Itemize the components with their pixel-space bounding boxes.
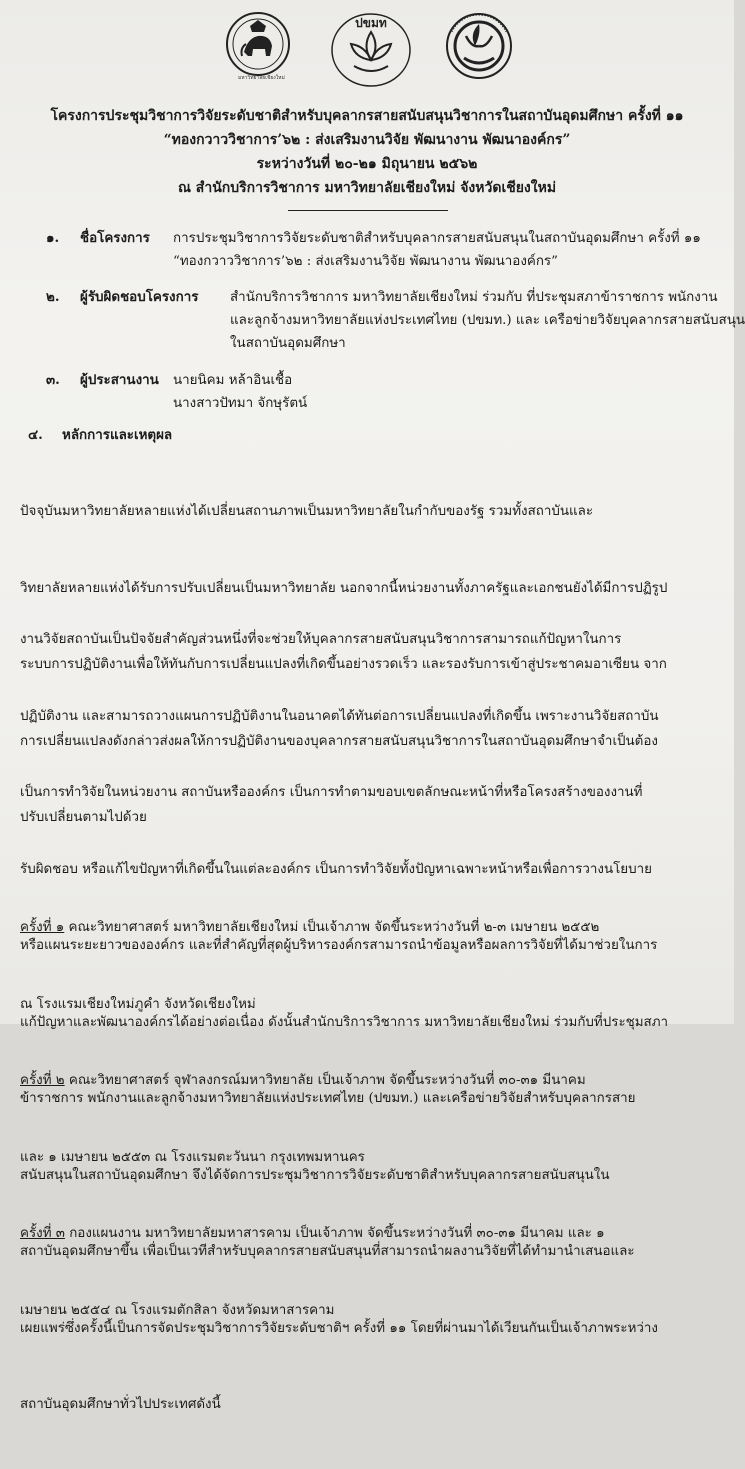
event-text: กองแผนงาน มหาวิทยาลัยมหาสารคาม เป็นเจ้าภาพ จัดขึ้นระหว่างวันที่ ๓๐-๓๑ มีนาคม และ ๑ <box>64 1226 605 1241</box>
paragraph-line: งานวิจัยสถาบันเป็นปัจจัยสำคัญส่วนหนึ่งที่จะช่วยให้บุคลากรสายสนับสนุนวิชาการสามารถแก้ปัญหาในการ <box>20 632 622 647</box>
paragraph-line: วิทยาลัยหลายแห่งได้รับการปรับเปลี่ยนเป็นมหาวิทยาลัย นอกจากนี้หน่วยงานทั้งภาครัฐและเอกชนยังได้มีการปฏิรูป <box>20 580 668 596</box>
event-item <box>20 1068 716 1094</box>
paragraph-line: ปฏิบัติงาน และสามารถวางแผนการปฏิบัติงานในอนาคตได้ทันต่อการเปลี่ยนแปลงที่เกิดขึ้น เพราะงานวิจัยสถาบัน <box>20 708 659 724</box>
paragraph-line: เป็นการทำวิจัยในหน่วยงาน สถาบันหรือองค์กร เป็นการทำตามขอบเขตลักษณะหน้าที่หรือโครงสร้างของงานที่ <box>20 785 643 800</box>
event-text: คณะวิทยาศาสตร์ จุฬาลงกรณ์มหาวิทยาลัย เป็นเจ้าภาพ จัดขึ้นระหว่างวันที่ ๓๐-๓๑ มีนาคม <box>64 1073 586 1088</box>
paragraph-line: เผยแพร่ซึ่งครั้งนี้เป็นการจัดประชุมวิชาการวิจัยระดับชาติฯ ครั้งที่ ๑๑ โดยที่ผ่านมาได้เวียนกันเป็นเจ้าภาพระหว่าง <box>20 1320 658 1336</box>
section-project-name <box>46 227 726 273</box>
paragraph-line: สถาบันอุดมศึกษาขึ้น เพื่อเป็นเวทีสำหรับบุคลากรสายสนับสนุนที่สามารถนำผลงานวิจัยที่ได้ทำมานำเสนอและ <box>20 1244 635 1259</box>
paragraph-line: รับผิดชอบ หรือแก้ไขปัญหาที่เกิดขึ้นในแต่ละองค์กร เป็นการทำวิจัยทั้งปัญหาเฉพาะหน้าหรือเพื่อการวางนโยบาย <box>20 861 653 877</box>
paragraph-line: ข้าราชการ พนักงานและลูกจ้างมหาวิทยาลัยแห่งประเทศไทย (ปขมท.) และเครือข่ายวิจัยสำหรับบุคลากรสาย <box>20 1091 636 1106</box>
event-text-continued: และ ๑ เมษายน ๒๕๕๓ ณ โรงแรมตะวันนา กรุงเทพมหานคร <box>20 1149 365 1165</box>
pkmt-logo-text: ปขมท <box>355 16 387 30</box>
section-label: หลักการและเหตุผล <box>62 427 173 443</box>
section-rationale-heading <box>28 424 708 448</box>
pkmt-lotus-logo <box>330 10 412 88</box>
document-header <box>0 104 734 200</box>
cmu-logo-caption: มหาวิทยาลัยเชียงใหม่ <box>238 75 285 81</box>
event-text-continued: เมษายน ๒๕๕๔ ณ โรงแรมตักสิลา จังหวัดมหาสารคาม <box>20 1302 335 1318</box>
header-line-project-title: โครงการประชุมวิชาการวิจัยระดับชาติสำหรับบุคลากรสายสนับสนุนวิชาการในสถาบันอุดมศึกษา ครั้งที่ ๑๑ <box>50 108 684 124</box>
coordinator-name: นางสาวปัทมา จักษุรัตน์ <box>173 396 308 411</box>
paragraph-line: การเปลี่ยนแปลงดังกล่าวส่งผลให้การปฏิบัติงานของบุคลากรสายสนับสนุนวิชาการในสถาบันอุดมศึกษาจำเป็นต้อง <box>20 733 658 749</box>
paragraph-line: สนับสนุนในสถาบันอุดมศึกษา จึงได้จัดการประชุมวิชาการวิจัยระดับชาติสำหรับบุคลากรสายสนับสนุนใน <box>20 1167 610 1183</box>
event-text-continued: ณ โรงแรมเชียงใหม่ภูคำ จังหวัดเชียงใหม่ <box>20 996 256 1012</box>
past-events-list <box>20 864 716 1374</box>
event-text: คณะวิทยาศาสตร์ มหาวิทยาลัยเชียงใหม่ เป็นเจ้าภาพ จัดขึ้นระหว่างวันที่ ๒-๓ เมษายน ๒๕๕๒ <box>64 920 600 935</box>
header-line-dates: ระหว่างวันที่ ๒๐-๒๑ มิถุนายน ๒๕๖๒ <box>256 156 478 172</box>
paragraph-line: ระบบการปฏิบัติงานเพื่อให้ทันกับการเปลี่ยนแปลงที่เกิดขึ้นอย่างรวดเร็ว และรองรับการเข้าสู่ประชาคมอาเซียน จาก <box>20 657 667 672</box>
section-label: ผู้ประสานงาน <box>80 372 159 388</box>
section-number: ๔. <box>28 427 43 443</box>
section-number: ๒. <box>46 289 60 305</box>
section-text-line: และลูกจ้างมหาวิทยาลัยแห่งประเทศไทย (ปขมท.) และ เครือข่ายวิจัยบุคลากรสายสนับสนุน <box>230 313 745 328</box>
section-text-line: ในสถาบันอุดมศึกษา <box>230 336 346 351</box>
logo-row <box>0 10 734 94</box>
paragraph-line: ปรับเปลี่ยนตามไปด้วย <box>20 810 147 825</box>
section-coordinators <box>46 369 726 415</box>
research-network-logo <box>444 10 514 84</box>
event-label: ครั้งที่ ๒ <box>20 1073 65 1088</box>
section-number: ๑. <box>46 230 60 246</box>
section-responsible <box>46 286 745 356</box>
event-item <box>20 1221 716 1247</box>
section-label: ชื่อโครงการ <box>80 230 150 246</box>
section-number: ๓. <box>46 372 60 388</box>
header-divider <box>288 210 448 211</box>
header-line-theme: “ทองกวาววิชาการ’๖๒ : ส่งเสริมงานวิจัย พัฒนางาน พัฒนาองค์กร” <box>163 132 571 148</box>
coordinator-name: นายนิคม หล้าอินเชื้อ <box>173 373 293 388</box>
event-label: ครั้งที่ ๓ <box>20 1226 65 1241</box>
cmu-elephant-logo <box>224 10 292 82</box>
event-item <box>20 915 716 941</box>
event-label: ครั้งที่ ๑ <box>20 920 65 935</box>
section-label: ผู้รับผิดชอบโครงการ <box>80 289 199 305</box>
paragraph-line: หรือแผนระยะยาวขององค์กร และที่สำคัญที่สุดผู้บริหารองค์กรสามารถนำข้อมูลหรือผลการวิจัยที่ได้มาช่วยในการ <box>20 938 658 953</box>
header-line-venue: ณ สำนักบริการวิชาการ มหาวิทยาลัยเชียงใหม่ จังหวัดเชียงใหม่ <box>177 180 557 196</box>
paragraph-line: สถาบันอุดมศึกษาทั่วไปประเทศดังนี้ <box>20 1397 221 1412</box>
paragraph-line: แก้ปัญหาและพัฒนาองค์กรได้อย่างต่อเนื่อง ดังนั้นสำนักบริการวิชาการ มหาวิทยาลัยเชียงใหม่ ร่วมกับที่ประชุมสภา <box>20 1014 669 1030</box>
section-text-line: “ทองกวาววิชาการ’๖๒ : ส่งเสริมงานวิจัย พัฒนางาน พัฒนาองค์กร” <box>173 254 558 269</box>
section-text-line: การประชุมวิชาการวิจัยระดับชาติสำหรับบุคลากรสายสนับสนุนในสถาบันอุดมศึกษา ครั้งที่ ๑๑ <box>173 231 701 246</box>
section-text-line: สำนักบริการวิชาการ มหาวิทยาลัยเชียงใหม่ ร่วมกับ ที่ประชุมสภาข้าราชการ พนักงาน <box>230 290 718 305</box>
paragraph-line: ปัจจุบันมหาวิทยาลัยหลายแห่งได้เปลี่ยนสถานภาพเป็นมหาวิทยาลัยในกำกับของรัฐ รวมทั้งสถาบันและ <box>20 504 594 519</box>
